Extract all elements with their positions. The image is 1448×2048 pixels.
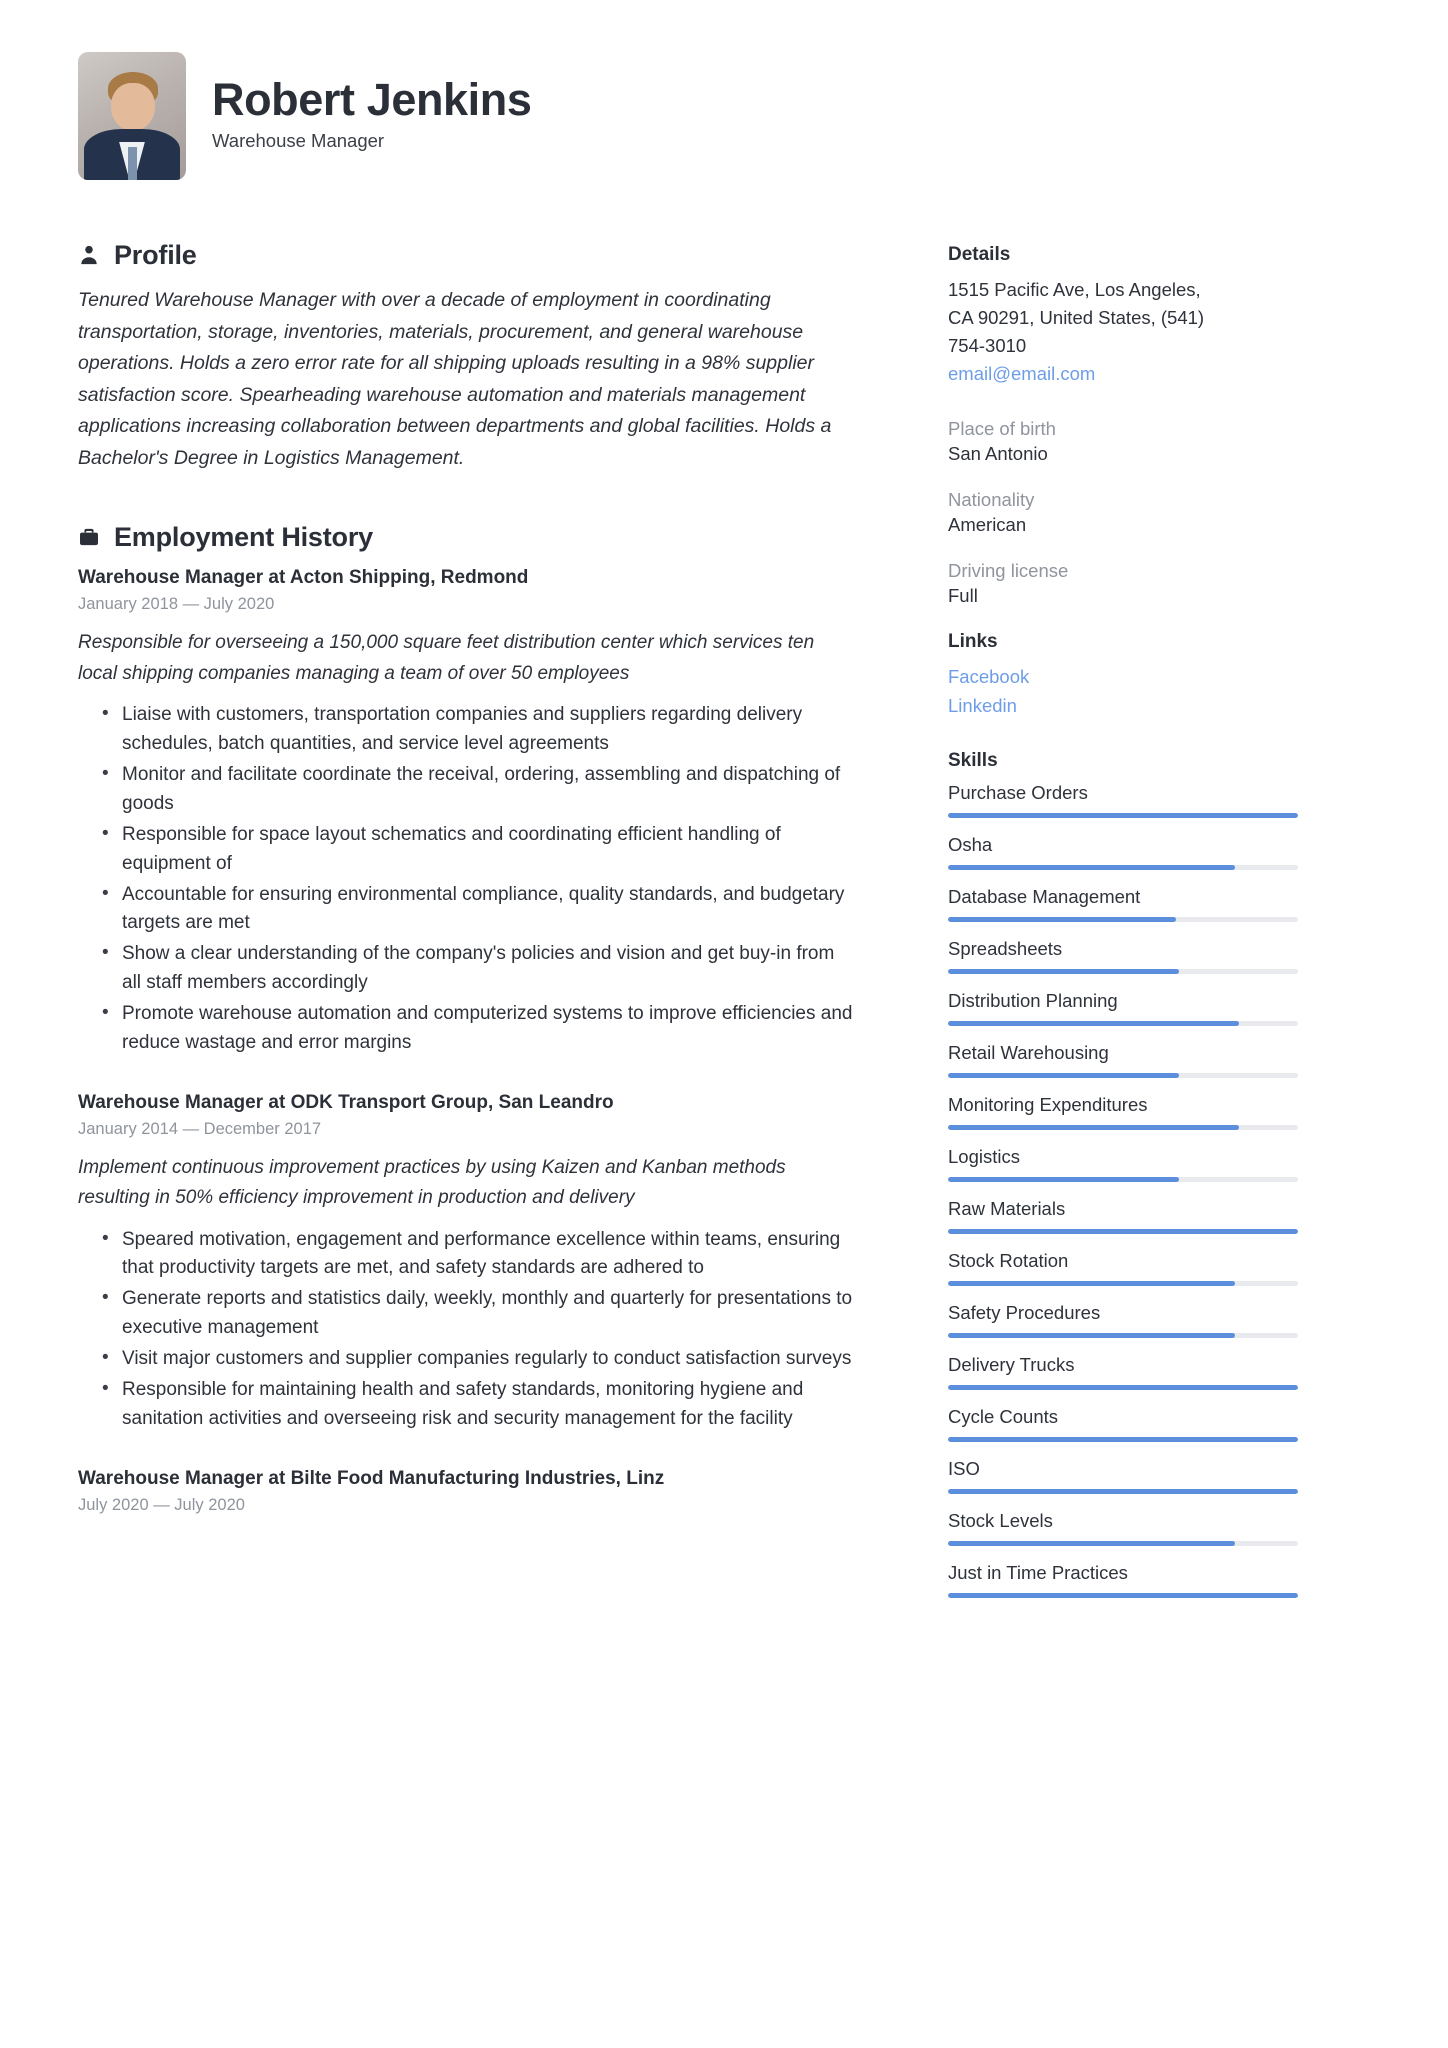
skill-name: Retail Warehousing bbox=[948, 1041, 1109, 1063]
skill-level-fill bbox=[948, 1229, 1298, 1234]
skill-level-fill bbox=[948, 1593, 1298, 1598]
job-dates: January 2014 — December 2017 bbox=[78, 1119, 322, 1138]
job-bullet: • Speared motivation, engagement and performance excellence within teams, ensuring that productivity targets are met, and safety standards are adhered to bbox=[78, 1226, 858, 1284]
skill-item bbox=[948, 1250, 1298, 1286]
skill-level-fill bbox=[948, 865, 1235, 870]
skill-item bbox=[948, 1458, 1298, 1494]
skill-item bbox=[948, 938, 1298, 974]
detail-field-nationality bbox=[948, 489, 1298, 536]
job-entry bbox=[78, 1468, 858, 1515]
avatar-face bbox=[111, 83, 154, 132]
skill-item bbox=[948, 1510, 1298, 1546]
job-title: Warehouse Manager at Bilte Food Manufacturing Industries, Linz bbox=[78, 1467, 665, 1489]
skill-level-track bbox=[948, 969, 1298, 974]
header-job-title: Warehouse Manager bbox=[212, 130, 385, 152]
job-bullet: • Liaise with customers, transportation companies and suppliers regarding delivery schedules, batch quantities, and service level agreements bbox=[78, 701, 858, 759]
field-label: Nationality bbox=[948, 489, 1035, 511]
skill-level-fill bbox=[948, 969, 1179, 974]
skill-level-track bbox=[948, 1073, 1298, 1078]
person-icon bbox=[78, 244, 100, 268]
job-bullet: • Generate reports and statistics daily, weekly, monthly and quarterly for presentations to executive management bbox=[78, 1285, 858, 1343]
detail-field-place-of-birth bbox=[948, 418, 1298, 465]
skill-item bbox=[948, 782, 1298, 818]
name-block bbox=[212, 73, 532, 157]
employment-heading: Employment History bbox=[114, 522, 373, 553]
skill-item bbox=[948, 886, 1298, 922]
avatar-tie bbox=[128, 147, 138, 180]
profile-section-header bbox=[78, 240, 858, 271]
skill-name: Distribution Planning bbox=[948, 989, 1118, 1011]
skill-name: Delivery Trucks bbox=[948, 1353, 1075, 1375]
field-label: Place of birth bbox=[948, 418, 1056, 440]
skill-level-track bbox=[948, 1125, 1298, 1130]
skill-level-track bbox=[948, 1281, 1298, 1286]
avatar bbox=[78, 52, 186, 180]
field-value: Full bbox=[948, 585, 978, 607]
links-heading: Links bbox=[948, 631, 998, 653]
skill-level-fill bbox=[948, 1021, 1239, 1026]
skill-level-track bbox=[948, 1489, 1298, 1494]
skill-item bbox=[948, 834, 1298, 870]
skills-heading: Skills bbox=[948, 749, 998, 771]
skill-item bbox=[948, 1042, 1298, 1078]
field-label: Driving license bbox=[948, 560, 1069, 582]
skills-block bbox=[948, 750, 1298, 1598]
job-bullet: • Promote warehouse automation and computerized systems to improve efficiencies and reduce wastage and error margins bbox=[78, 1000, 858, 1058]
skill-level-fill bbox=[948, 1125, 1239, 1130]
profile-heading: Profile bbox=[114, 240, 197, 270]
skill-name: ISO bbox=[948, 1457, 980, 1479]
skill-level-fill bbox=[948, 813, 1298, 818]
skill-level-track bbox=[948, 865, 1298, 870]
job-bullet-list bbox=[78, 1226, 858, 1434]
link-linkedin[interactable]: Linkedin bbox=[948, 694, 1017, 716]
skill-item bbox=[948, 990, 1298, 1026]
skill-level-track bbox=[948, 1593, 1298, 1598]
job-entry bbox=[78, 1092, 858, 1434]
skill-level-track bbox=[948, 1437, 1298, 1442]
field-value: American bbox=[948, 514, 1027, 536]
briefcase-icon bbox=[78, 526, 100, 550]
field-value: San Antonio bbox=[948, 443, 1048, 465]
job-dates: January 2018 — July 2020 bbox=[78, 595, 275, 614]
skill-level-fill bbox=[948, 1437, 1298, 1442]
skill-name: Raw Materials bbox=[948, 1197, 1066, 1219]
link-facebook[interactable]: Facebook bbox=[948, 666, 1030, 688]
job-bullet: • Responsible for space layout schematics and coordinating efficient handling of equipment of bbox=[78, 821, 858, 879]
skill-level-track bbox=[948, 1021, 1298, 1026]
skill-name: Cycle Counts bbox=[948, 1405, 1059, 1427]
job-description: Responsible for overseeing a 150,000 square feet distribution center which services ten local shipping companies managing a team of over 50 employees bbox=[78, 632, 815, 684]
job-title: Warehouse Manager at ODK Transport Group, San Leandro bbox=[78, 1091, 614, 1113]
skills-list bbox=[948, 782, 1298, 1598]
detail-field-driving-license bbox=[948, 560, 1298, 607]
skill-level-track bbox=[948, 1385, 1298, 1390]
address-line: 754-3010 bbox=[948, 335, 1027, 357]
skill-item bbox=[948, 1302, 1298, 1338]
skill-level-fill bbox=[948, 1333, 1235, 1338]
skill-name: Safety Procedures bbox=[948, 1301, 1101, 1323]
skill-name: Spreadsheets bbox=[948, 937, 1063, 959]
skill-level-fill bbox=[948, 1541, 1235, 1546]
skill-name: Database Management bbox=[948, 885, 1141, 907]
skill-level-track bbox=[948, 1229, 1298, 1234]
address-line: CA 90291, United States, (541) bbox=[948, 307, 1205, 329]
skill-item bbox=[948, 1094, 1298, 1130]
details-heading: Details bbox=[948, 244, 1011, 265]
job-description: Implement continuous improvement practices by using Kaizen and Kanban methods resulting in 50% efficiency improvement in production and delivery bbox=[78, 1156, 786, 1209]
profile-text: Tenured Warehouse Manager with over a decade of employment in coordinating transportation, storage, inventories, materials, procurement, and general warehouse operations. Holds a zero error rate for all shipping uploads resulting in a 98% supplier satisfaction score. Spearheading warehouse automation and materials management applications increasing collaboration between departments and global facilities. Holds a Bachelor's Degree in Logistics Management. bbox=[78, 289, 832, 469]
skill-item bbox=[948, 1198, 1298, 1234]
skill-name: Monitoring Expenditures bbox=[948, 1093, 1148, 1115]
skill-level-track bbox=[948, 813, 1298, 818]
links-block bbox=[948, 631, 1298, 719]
job-title: Warehouse Manager at Acton Shipping, Redmond bbox=[78, 567, 529, 589]
skill-item bbox=[948, 1562, 1298, 1598]
main-column bbox=[78, 240, 948, 1521]
skill-name: Osha bbox=[948, 833, 993, 855]
job-bullet: • Responsible for maintaining health and safety standards, monitoring hygiene and sanitation activities and overseeing risk and security management for the facility bbox=[78, 1376, 858, 1434]
job-bullet: • Accountable for ensuring environmental compliance, quality standards, and budgetary targets are met bbox=[78, 881, 858, 939]
job-bullet-list bbox=[78, 701, 858, 1058]
skill-level-track bbox=[948, 1541, 1298, 1546]
sidebar-column bbox=[948, 240, 1298, 1614]
skill-item bbox=[948, 1406, 1298, 1442]
skill-level-fill bbox=[948, 917, 1176, 922]
details-block bbox=[948, 244, 1298, 388]
page-title: Robert Jenkins bbox=[212, 73, 532, 125]
email-link[interactable]: email@email.com bbox=[948, 363, 1096, 385]
skill-level-track bbox=[948, 1333, 1298, 1338]
address-line: 1515 Pacific Ave, Los Angeles, bbox=[948, 279, 1201, 300]
job-bullet: • Show a clear understanding of the company's policies and vision and get buy-in from all staff members accordingly bbox=[78, 940, 858, 998]
skill-level-track bbox=[948, 917, 1298, 922]
content-columns bbox=[78, 240, 1370, 1614]
employment-section-header bbox=[78, 522, 858, 553]
skill-level-track bbox=[948, 1177, 1298, 1182]
job-dates: July 2020 — July 2020 bbox=[78, 1495, 245, 1514]
skill-item bbox=[948, 1146, 1298, 1182]
skill-level-fill bbox=[948, 1073, 1179, 1078]
skill-name: Stock Levels bbox=[948, 1509, 1053, 1531]
skill-name: Purchase Orders bbox=[948, 781, 1088, 803]
job-entry bbox=[78, 567, 858, 1057]
skill-name: Just in Time Practices bbox=[948, 1561, 1128, 1583]
resume-header bbox=[78, 52, 1370, 180]
skill-name: Logistics bbox=[948, 1145, 1020, 1167]
skill-level-fill bbox=[948, 1281, 1235, 1286]
skill-item bbox=[948, 1354, 1298, 1390]
job-bullet: • Visit major customers and supplier companies regularly to conduct satisfaction surveys bbox=[78, 1345, 858, 1374]
job-bullet: • Monitor and facilitate coordinate the receival, ordering, assembling and dispatching of goods bbox=[78, 761, 858, 819]
skill-level-fill bbox=[948, 1385, 1298, 1390]
skill-level-fill bbox=[948, 1489, 1298, 1494]
skill-level-fill bbox=[948, 1177, 1179, 1182]
skill-name: Stock Rotation bbox=[948, 1249, 1069, 1271]
